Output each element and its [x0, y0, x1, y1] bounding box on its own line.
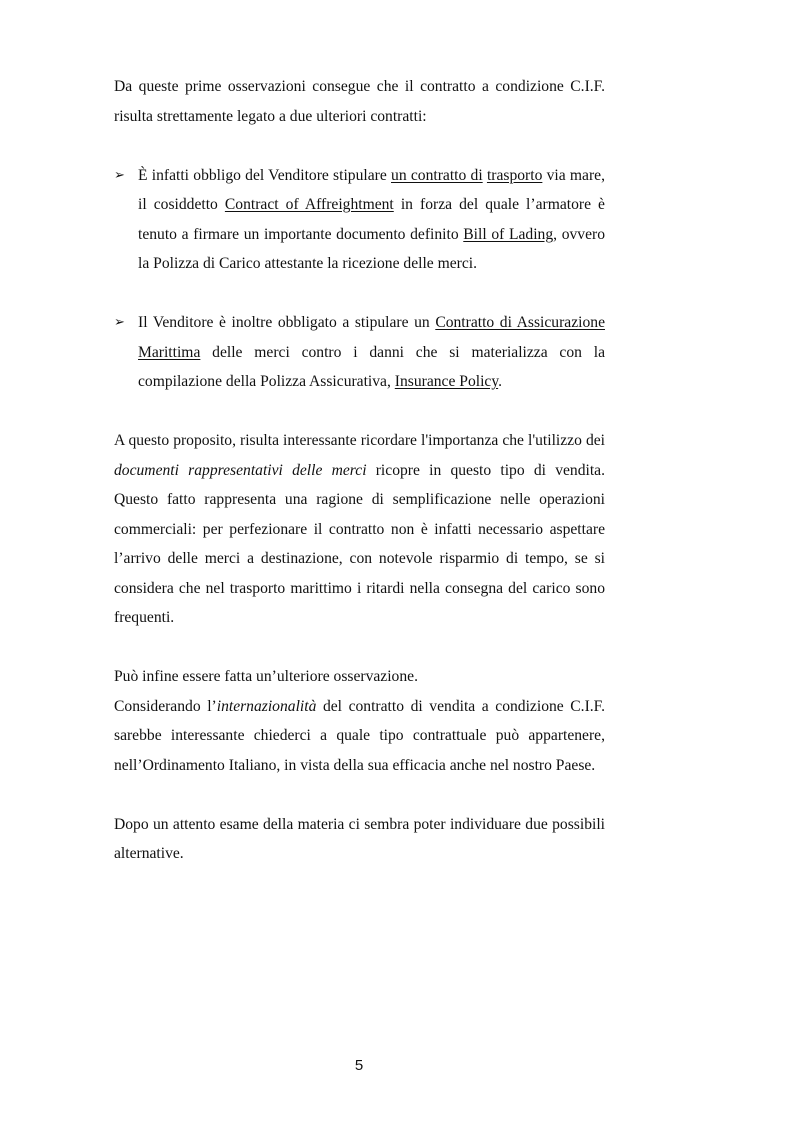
observation-line: Può infine essere fatta un’ulteriore osservazione.: [114, 668, 418, 685]
italic-term: documenti rappresentativi delle merci: [114, 461, 367, 479]
arrowhead-bullet-icon: ➢: [114, 315, 125, 330]
list-item: [114, 308, 605, 397]
underlined-term: Bill of Lading: [463, 225, 554, 243]
underlined-term: Contract of Affreightment: [224, 196, 394, 213]
underlined-term: un contratto di: [391, 166, 483, 184]
intro-paragraph: Da queste prime osservazioni consegue che il contratto a condizione C.I.F. risulta strettamente legato a due ulteriori contratti:: [114, 78, 605, 125]
page-number: 5: [354, 1057, 364, 1074]
underlined-term: trasporto: [486, 166, 543, 184]
contracts-list: [114, 161, 605, 397]
bullet-transport-text: È infatti obbligo del Venditore stipulare un contratto di trasporto via mare, il cosiddetto Contract of Affreightment in forza del quale l’armatore è tenuto a firmare un importante documento definito Bill of Lading, ovvero la Polizza di Carico attestante la ricezione delle merci.: [138, 166, 605, 272]
underlined-term: Contratto di Assicurazione Marittima: [138, 314, 605, 361]
italic-term: internazionalità: [216, 697, 317, 715]
page-body: [114, 72, 605, 869]
list-item: [114, 161, 605, 279]
bullet-insurance-text: Il Venditore è inoltre obbligato a stipulare un Contratto di Assicurazione Marittima delle merci contro i danni che si materializza con la compilazione della Polizza Assicurativa, Insurance Policy.: [138, 314, 605, 390]
conclusion-paragraph: Dopo un attento esame della materia ci sembra poter individuare due possibili alternative.: [114, 815, 605, 862]
underlined-term: Insurance Policy: [394, 373, 499, 390]
internationality-paragraph: Considerando l’internazionalità del contratto di vendita a condizione C.I.F. sarebbe interessante chiederci a quale tipo contrattuale può appartenere, nell’Ordinamento Italiano, in vista della sua efficacia anche nel nostro Paese.: [114, 697, 605, 774]
documents-paragraph: A questo proposito, risulta interessante ricordare l'importanza che l'utilizzo dei documenti rappresentativi delle merci ricopre in questo tipo di vendita. Questo fatto rappresenta una ragione di semplificazione nelle operazioni commerciali: per perfezionare il contratto non è infatti necessario aspettare l’arrivo delle merci a destinazione, con notevole risparmio di tempo, se si considera che nel trasporto marittimo i ritardi nella consegna del carico sono frequenti.: [114, 432, 605, 626]
arrowhead-bullet-icon: ➢: [114, 167, 125, 183]
